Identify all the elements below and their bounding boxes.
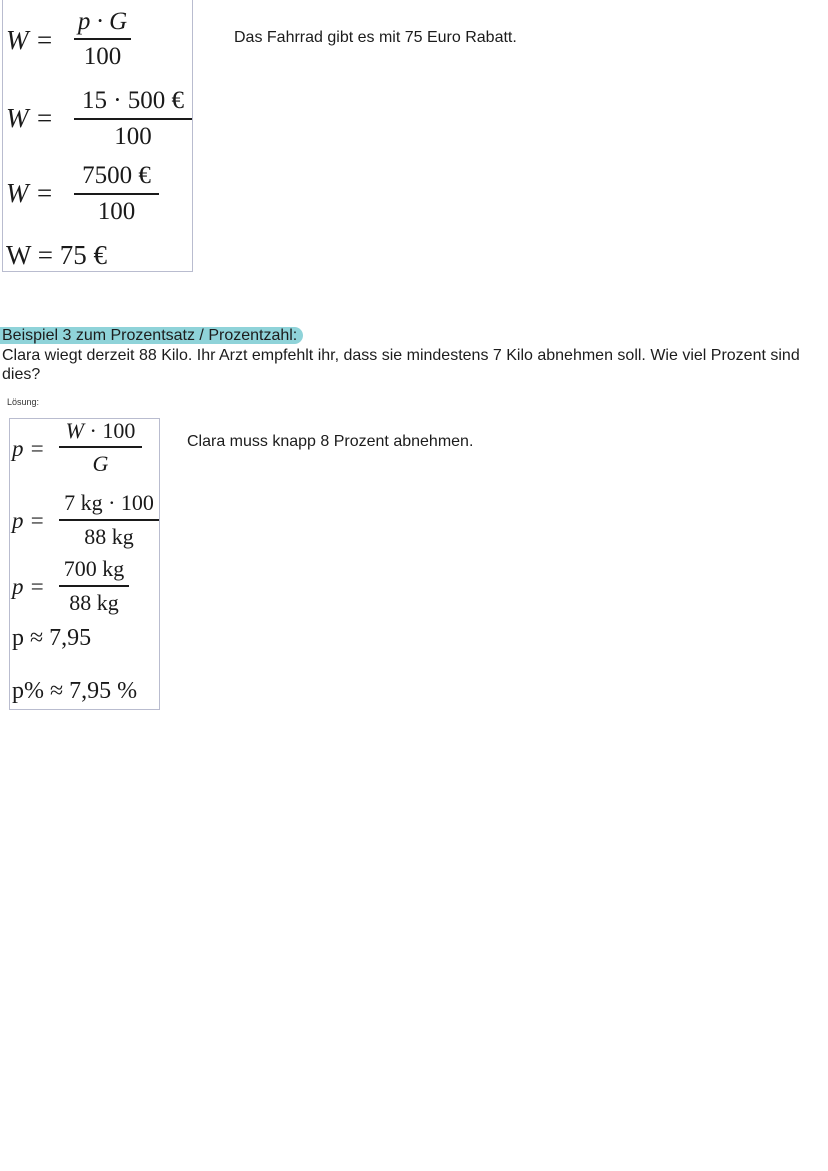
solution-label: Lösung:: [7, 397, 40, 407]
task-text: Clara wiegt derzeit 88 Kilo. Ihr Arzt empfehlt ihr, dass sie mindestens 7 Kilo abnehmen soll. Wie viel Prozent sind dies?: [2, 347, 800, 383]
numerator: p · G: [77, 8, 128, 35]
denominator: 100: [83, 42, 122, 70]
formula-lhs: W =: [6, 178, 54, 208]
fraction: [74, 6, 131, 74]
numerator: 7500 €: [82, 162, 151, 189]
fraction: [59, 487, 159, 553]
formula-lhs: p =: [12, 574, 45, 599]
formula-lhs: p =: [12, 508, 45, 533]
denominator: 100: [97, 197, 136, 225]
numerator: 700 kg: [63, 556, 125, 581]
numerator: W · 100: [65, 418, 136, 443]
formula-approx-percent: p% ≈ 7,95 %: [12, 678, 138, 704]
denominator: 100: [114, 122, 152, 150]
formula-result: W = 75 €: [6, 240, 107, 270]
denominator: 88 kg: [84, 523, 134, 549]
formula-lhs: W =: [6, 103, 54, 133]
denominator: G: [92, 450, 109, 476]
answer-percent: Clara muss knapp 8 Prozent abnehmen.: [187, 433, 474, 450]
formula-lhs: p =: [12, 436, 45, 461]
denominator: 88 kg: [69, 589, 119, 615]
fraction: [74, 84, 192, 154]
formula-approx: p ≈ 7,95: [12, 625, 92, 651]
fraction: [59, 416, 142, 480]
fraction: [59, 553, 129, 619]
numerator: 15 · 500 €: [81, 87, 185, 114]
formula-lhs: W =: [6, 25, 54, 55]
fraction: [74, 159, 159, 229]
numerator: 7 kg · 100: [64, 490, 154, 515]
example-heading: [0, 327, 303, 345]
heading-highlight: Beispiel 3 zum Prozentsatz / Prozentzahl:: [0, 327, 303, 344]
answer-discount: Das Fahrrad gibt es mit 75 Euro Rabatt.: [234, 29, 517, 46]
